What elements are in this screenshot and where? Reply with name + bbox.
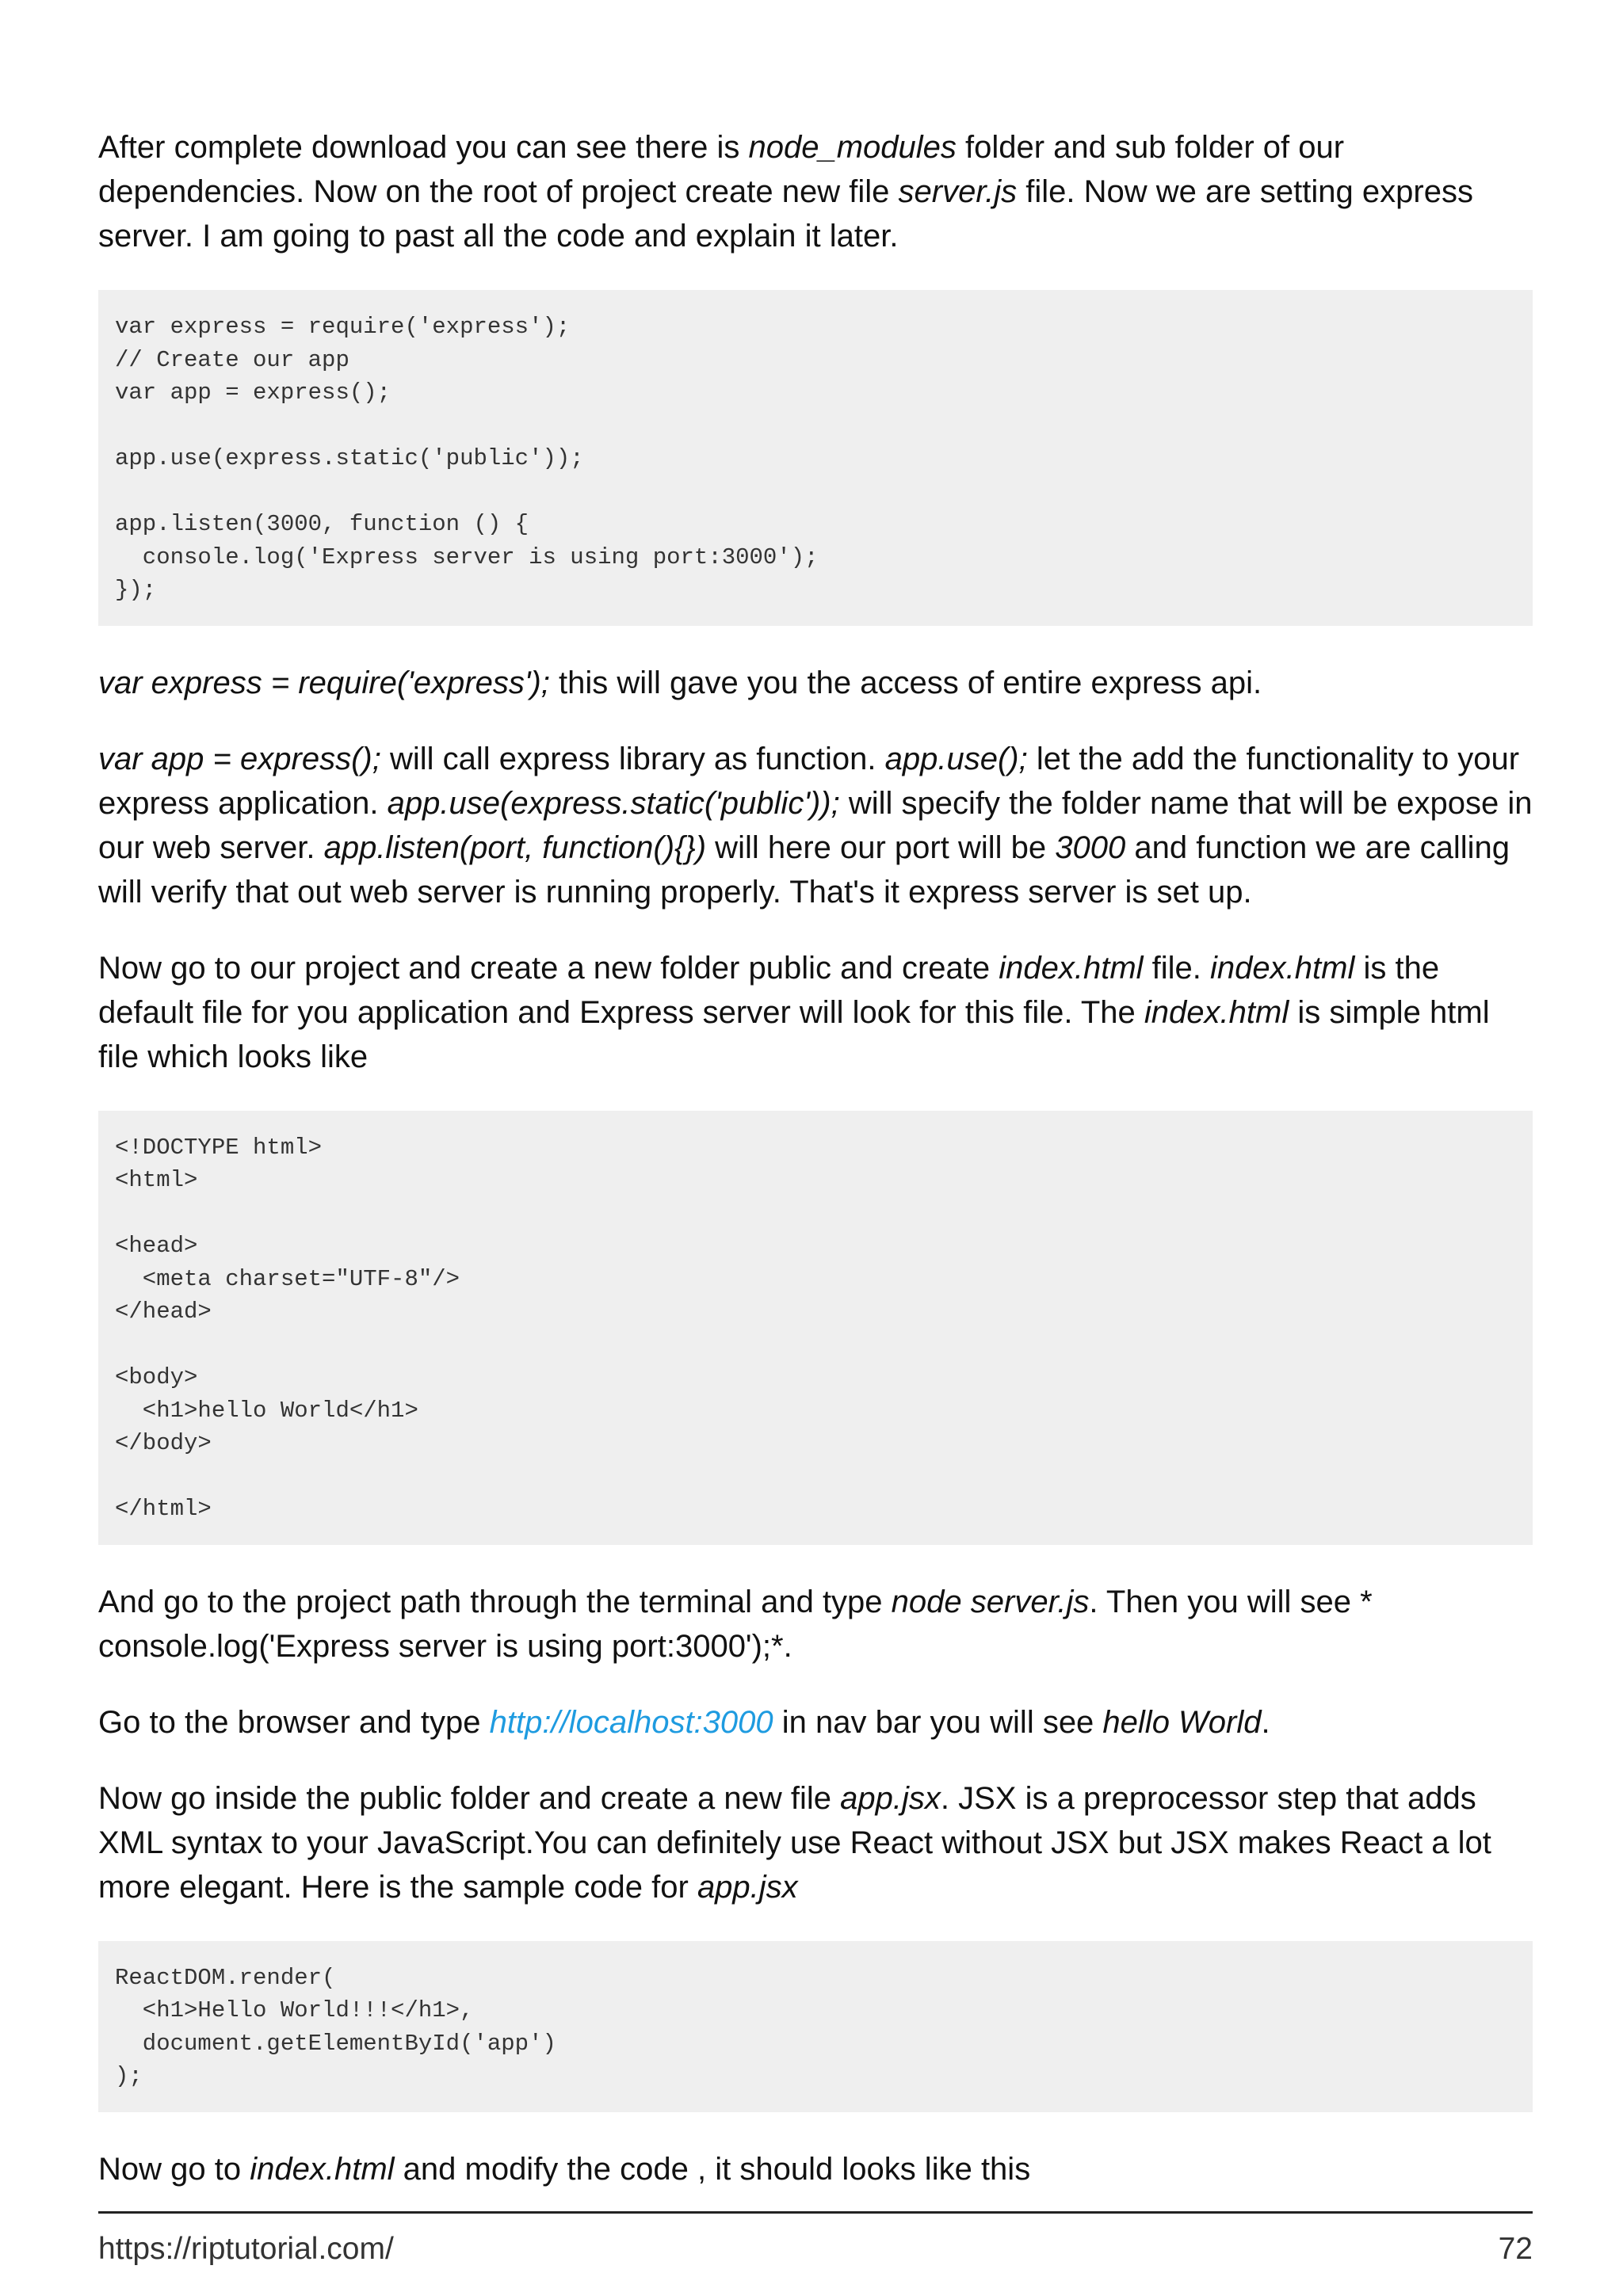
page-number: 72 bbox=[1498, 2232, 1533, 2266]
text: will specify the folder name that will be expose in our web server. bbox=[98, 785, 1533, 865]
text: in nav bar you will see bbox=[773, 1704, 1103, 1740]
code-line: <h1>Hello World!!!</h1>, bbox=[115, 1997, 474, 2023]
code-line: ReactDOM.render( bbox=[115, 1964, 336, 1991]
code-line bbox=[115, 1460, 1517, 1493]
paragraph-browser bbox=[98, 1700, 1533, 1745]
paragraph-app-jsx bbox=[98, 1776, 1533, 1909]
code-line: var app = express(); bbox=[115, 379, 391, 406]
text: Now go inside the public folder and create a new file bbox=[98, 1780, 841, 1816]
emphasis: app.use(); bbox=[884, 741, 1028, 776]
code-line: var express = require('express'); bbox=[115, 314, 571, 340]
code-line: <head> bbox=[115, 1233, 198, 1259]
code-block-app-jsx bbox=[98, 1941, 1533, 2112]
emphasis: server.js bbox=[898, 174, 1018, 209]
paragraph-node-server bbox=[98, 1580, 1533, 1669]
code-line: }); bbox=[115, 577, 157, 603]
emphasis: app.listen(port, function(){}) bbox=[323, 830, 707, 865]
text: will here our port will be bbox=[706, 830, 1056, 865]
text: Now go to bbox=[98, 2151, 250, 2187]
text: and function we are calling will verify that out web server is running properly. That's it express server is set up. bbox=[98, 830, 1510, 910]
paragraph-express-explanation bbox=[98, 737, 1533, 914]
code-block-server-js bbox=[98, 290, 1533, 626]
code-line: app.use(express.static('public')); bbox=[115, 445, 584, 471]
code-line: // Create our app bbox=[115, 346, 349, 373]
page-content bbox=[98, 125, 1533, 2223]
emphasis: index.html bbox=[999, 950, 1144, 986]
emphasis: node server.js bbox=[891, 1584, 1090, 1619]
paragraph-node-modules bbox=[98, 125, 1533, 258]
paragraph-modify-index bbox=[98, 2147, 1533, 2191]
text: this will gave you the access of entire express api. bbox=[549, 665, 1262, 700]
code-line: <!DOCTYPE html> bbox=[115, 1134, 323, 1161]
emphasis: index.html bbox=[1210, 950, 1355, 986]
paragraph-index-html bbox=[98, 946, 1533, 1079]
emphasis: index.html bbox=[250, 2151, 395, 2187]
text: is simple html file which looks like bbox=[98, 994, 1490, 1074]
text: Now go to our project and create a new folder public and create bbox=[98, 950, 999, 986]
text: file. bbox=[1143, 950, 1211, 986]
emphasis: app.use(express.static('public')); bbox=[387, 785, 840, 821]
localhost-link[interactable]: http://localhost:3000 bbox=[489, 1704, 773, 1740]
text: folder and sub folder of our dependencies. Now on the root of project create new file bbox=[98, 130, 1345, 209]
emphasis: app.jsx bbox=[697, 1869, 798, 1905]
code-line: app.listen(3000, function () { bbox=[115, 511, 529, 537]
emphasis: node_modules bbox=[748, 130, 957, 165]
text: And go to the project path through the terminal and type bbox=[98, 1584, 892, 1619]
code-line bbox=[115, 410, 1517, 443]
code-line: document.getElementById('app') bbox=[115, 2030, 556, 2057]
code-line: <meta charset="UTF-8"/> bbox=[115, 1265, 460, 1292]
code-line: console.log('Express server is using port:3000'); bbox=[115, 543, 819, 570]
code-line: </head> bbox=[115, 1299, 212, 1325]
code-line bbox=[115, 1197, 1517, 1230]
text: let the add the functionality to your express application. bbox=[98, 741, 1520, 821]
code-line: <h1>hello World</h1> bbox=[115, 1397, 418, 1424]
code-line bbox=[115, 1329, 1517, 1362]
text: is the default file for you application and Express server will look for this file. The bbox=[98, 950, 1440, 1030]
emphasis: var app = express(); bbox=[98, 741, 381, 776]
emphasis: 3000 bbox=[1055, 830, 1126, 865]
text: . bbox=[1261, 1704, 1270, 1740]
paragraph-require-express bbox=[98, 661, 1533, 705]
text: and modify the code , it should looks like this bbox=[394, 2151, 1031, 2187]
emphasis: app.jsx bbox=[840, 1780, 941, 1816]
code-line: ); bbox=[115, 2063, 143, 2089]
emphasis: var express = require('express'); bbox=[98, 665, 550, 700]
text: Go to the browser and type bbox=[98, 1704, 490, 1740]
text: . Then you will see * console.log('Express server is using port:3000');*. bbox=[98, 1584, 1373, 1664]
footer-url: https://riptutorial.com/ bbox=[98, 2232, 394, 2266]
code-line: </html> bbox=[115, 1496, 212, 1522]
code-block-index-html bbox=[98, 1111, 1533, 1545]
code-line: </body> bbox=[115, 1430, 212, 1456]
code-line: <html> bbox=[115, 1167, 198, 1193]
text: file. Now we are setting express server. I am going to past all the code and explain it later. bbox=[98, 174, 1473, 254]
text: After complete download you can see there is bbox=[98, 130, 749, 165]
code-line: <body> bbox=[115, 1364, 198, 1390]
page-footer bbox=[98, 2211, 1533, 2267]
emphasis: hello World bbox=[1102, 1704, 1262, 1740]
code-line bbox=[115, 475, 1517, 509]
emphasis: index.html bbox=[1144, 994, 1289, 1030]
text: will call express library as function. bbox=[380, 741, 885, 776]
text: . JSX is a preprocessor step that adds XML syntax to your JavaScript.You can definitely use React without JSX but JSX makes React a lot more elegant. Here is the sample code for bbox=[98, 1780, 1491, 1905]
